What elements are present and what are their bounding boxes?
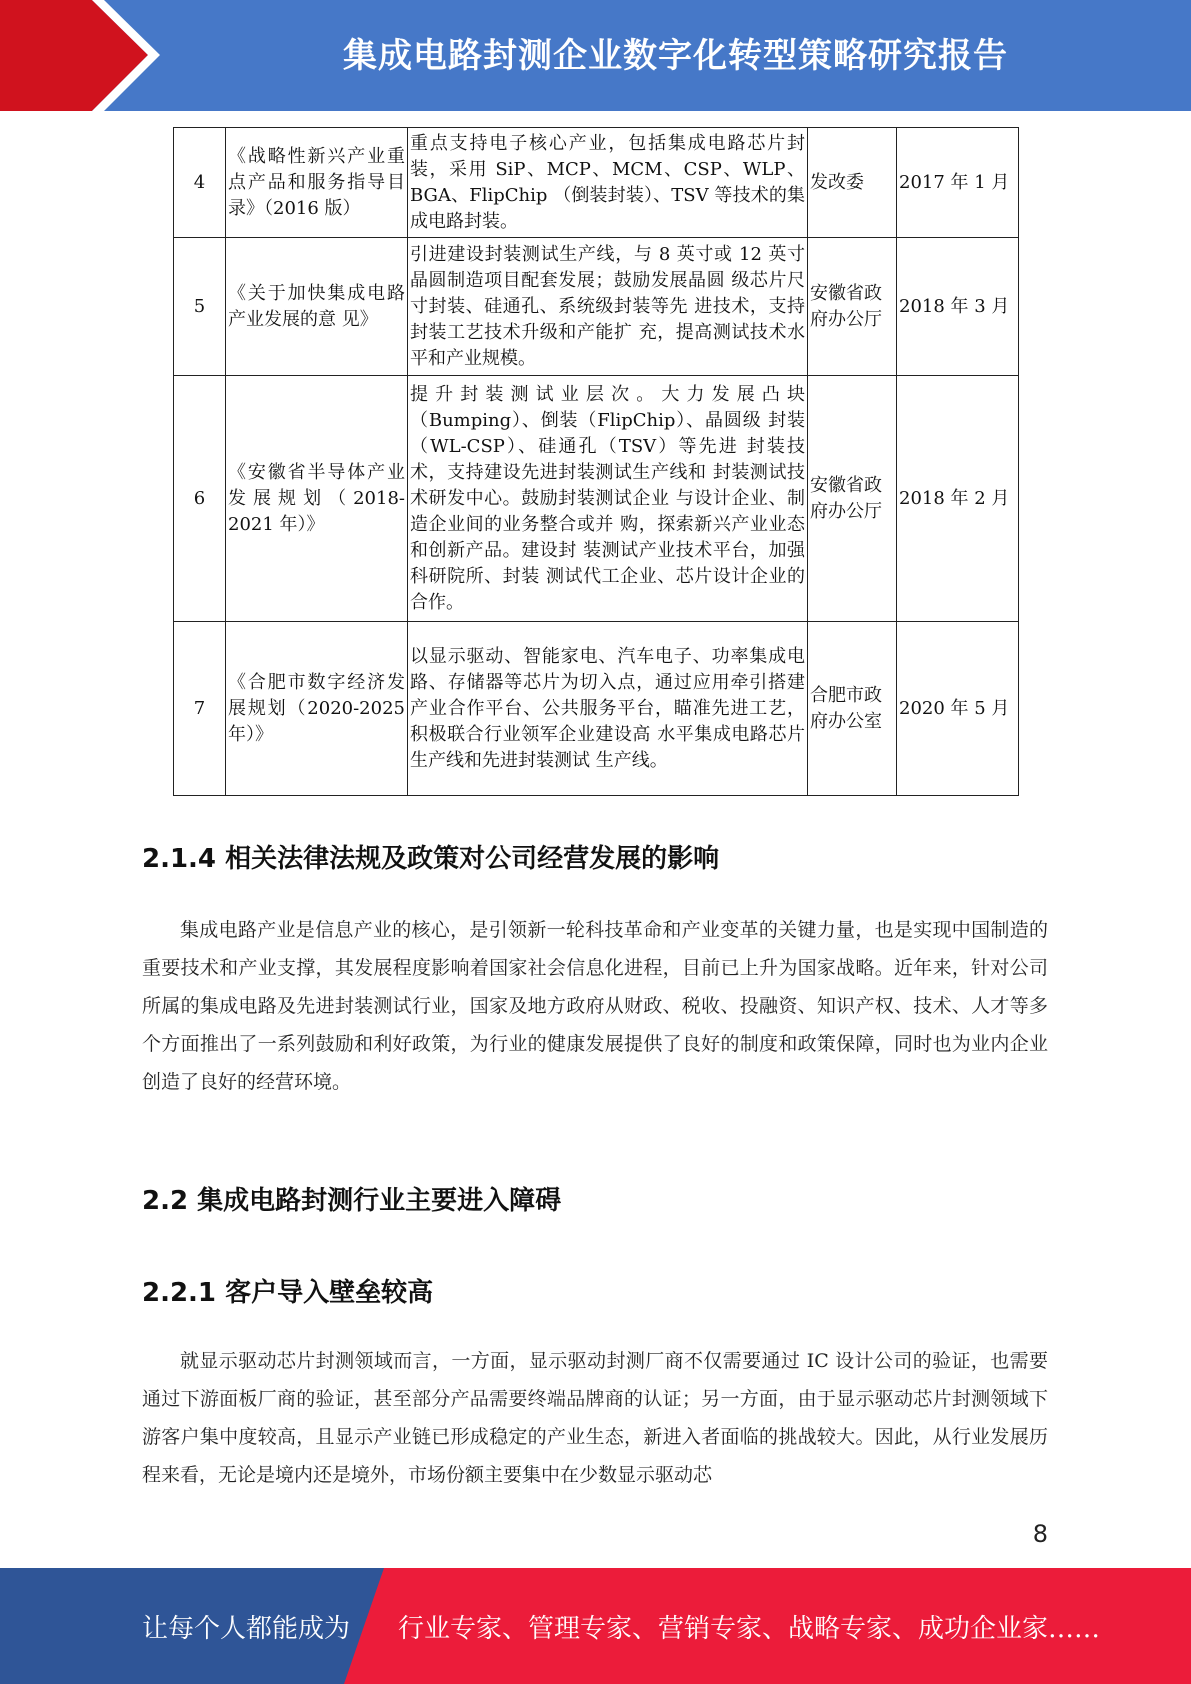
table-row (174, 376, 1019, 622)
page-number: 8 (1032, 1520, 1048, 1548)
table-cell-date: 2018 年 2 月 (897, 376, 1019, 622)
footer-slogan-right: 行业专家、管理专家、营销专家、战略专家、成功企业家…… (398, 1614, 1101, 1644)
table-cell-name: 《战略性新兴产业重点产品和服务指导目录》（2016 版） (226, 128, 408, 238)
footer-slogan-left: 让每个人都能成为 (142, 1614, 351, 1644)
table-cell-content: 提升封装测试业层次。大力发展凸块（Bumping）、倒装（FlipChip）、晶圆级 封装（WL-CSP）、硅通孔（TSV）等先进 封装技术，支持建设先进封装测试生产线和 封装测试技术研发中心。鼓励封装测试企业 与设计企业、制造企业间的业务整合或并 购，探索新兴产业业态和创新产品。建设封 装测试产业技术平台，加强科研院所、封装 测试代工企业、芯片设计企业的合作。 (408, 376, 808, 622)
page-footer (0, 1568, 1191, 1684)
section-heading-2-2: 2.2 集成电路封测行业主要进入障碍 (142, 1186, 562, 1216)
table-cell-content: 引进建设封装测试生产线，与 8 英寸或 12 英寸晶圆制造项目配套发展；鼓励发展晶圆 级芯片尺寸封装、硅通孔、系统级封装等先 进技术，支持封装工艺技术升级和产能扩 充，提高测试技术水平和产业规模。 (408, 238, 808, 376)
table-cell-no: 5 (174, 238, 226, 376)
table-cell-no: 6 (174, 376, 226, 622)
section-body-2-2-1: 就显示驱动芯片封测领域而言，一方面，显示驱动封测厂商不仅需要通过 IC 设计公司的验证，也需要通过下游面板厂商的验证，甚至部分产品需要终端品牌商的认证；另一方面，由于显示驱动芯片封测领域下游客户集中度较高，且显示产业链已形成稳定的产业生态，新进入者面临的挑战较大。因此，从行业发展历程来看，无论是境内还是境外，市场份额主要集中在少数显示驱动芯 (142, 1350, 1048, 1486)
header-title: 集成电路封测企业数字化转型策略研究报告 (343, 36, 1008, 76)
table-cell-dept: 安徽省政府办公厅 (808, 376, 897, 622)
table-cell-dept: 合肥市政府办公室 (808, 622, 897, 796)
table-row (174, 238, 1019, 376)
table-cell-no: 4 (174, 128, 226, 238)
table-cell-content: 以显示驱动、智能家电、汽车电子、功率集成电路、存储器等芯片为切入点，通过应用牵引搭建产业合作平台、公共服务平台，瞄准先进工艺，积极联合行业领军企业建设高 水平集成电路芯片生产线和先进封装测试 生产线。 (408, 622, 808, 796)
table-cell-content: 重点支持电子核心产业，包括集成电路芯片封装，采用 SiP、MCP、MCM、CSP、WLP、BGA、FlipChip （倒装封装）、TSV 等技术的集成电路封装。 (408, 128, 808, 238)
page-header (0, 0, 1191, 111)
section-heading-2-1-4: 2.1.4 相关法律法规及政策对公司经营发展的影响 (142, 844, 720, 874)
table-cell-name: 《安徽省半导体产业发展规划（2018-2021 年）》 (226, 376, 408, 622)
table-cell-date: 2020 年 5 月 (897, 622, 1019, 796)
table-row (174, 128, 1019, 238)
table-cell-dept: 安徽省政府办公厅 (808, 238, 897, 376)
header-arrow-decoration (0, 0, 160, 111)
table-cell-name: 《合肥市数字经济发展规划（2020-2025 年）》 (226, 622, 408, 796)
table-cell-date: 2017 年 1 月 (897, 128, 1019, 238)
table-cell-name: 《关于加快集成电路产业发展的意 见》 (226, 238, 408, 376)
section-heading-2-2-1: 2.2.1 客户导入壁垒较高 (142, 1278, 434, 1308)
table-cell-date: 2018 年 3 月 (897, 238, 1019, 376)
section-body-2-1-4: 集成电路产业是信息产业的核心，是引领新一轮科技革命和产业变革的关键力量，也是实现中国制造的重要技术和产业支撑，其发展程度影响着国家社会信息化进程，目前已上升为国家战略。近年来，针对公司所属的集成电路及先进封装测试行业，国家及地方政府从财政、税收、投融资、知识产权、技术、人才等多个方面推出了一系列鼓励和利好政策，为行业的健康发展提供了良好的制度和政策保障，同时也为业内企业创造了良好的经营环境。 (142, 919, 1048, 1093)
policy-table (173, 127, 1019, 796)
table-cell-dept: 发改委 (808, 128, 897, 238)
table-cell-no: 7 (174, 622, 226, 796)
table-row (174, 622, 1019, 796)
